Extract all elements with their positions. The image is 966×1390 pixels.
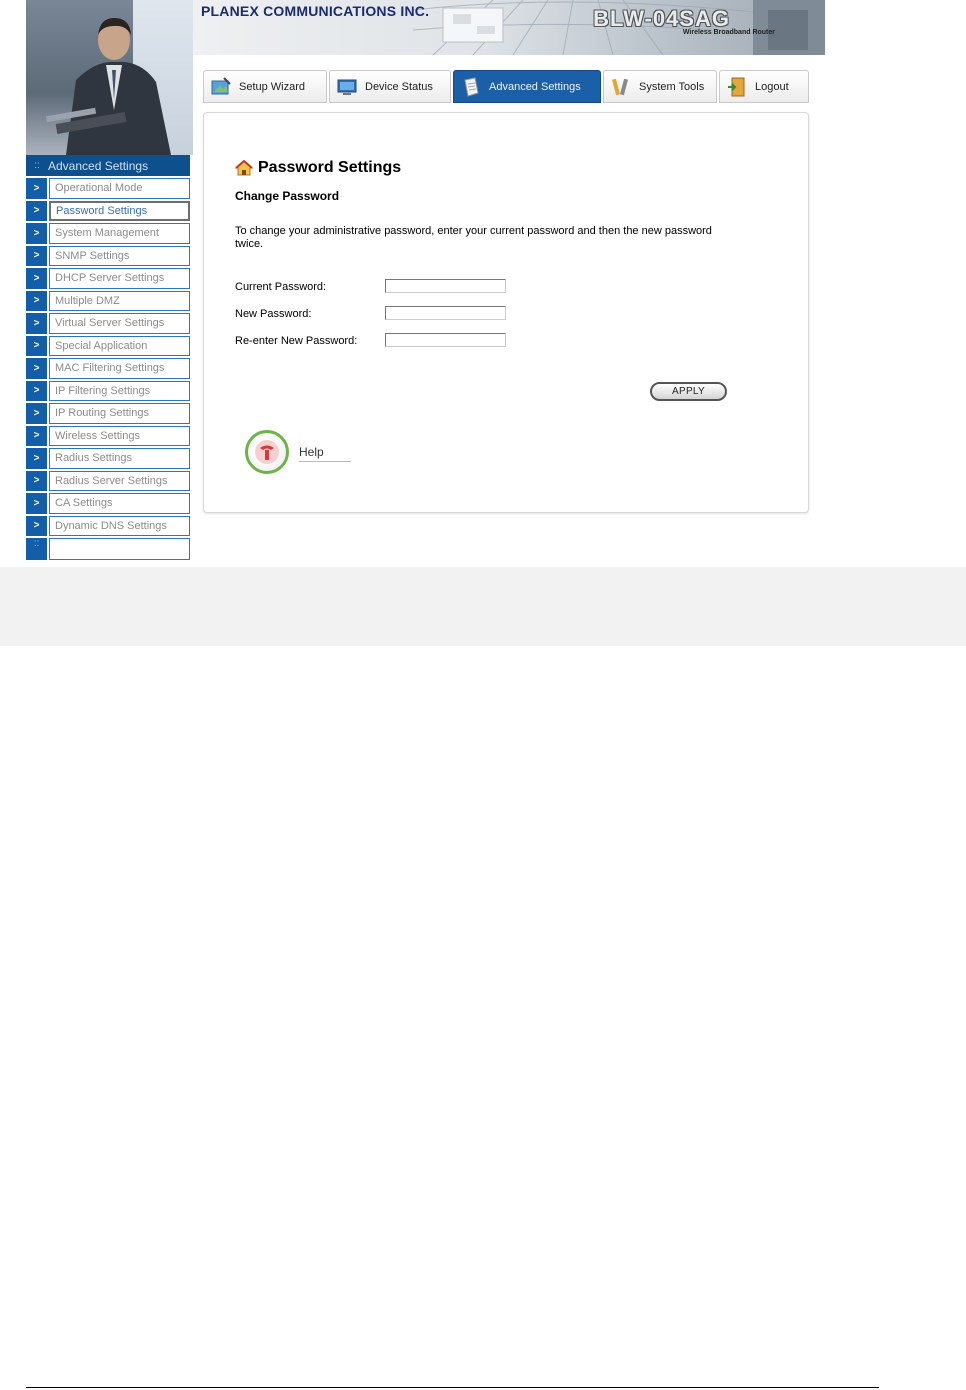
home-icon — [235, 160, 253, 176]
tab-system-tools[interactable] — [603, 70, 717, 103]
chevron-right-icon: > — [26, 471, 47, 492]
chevron-right-icon: > — [26, 403, 47, 424]
chevron-right-icon: > — [26, 516, 47, 537]
sidebar-item-label: IP Routing Settings — [49, 403, 190, 424]
chevron-right-icon: > — [26, 268, 47, 289]
tab-label: Advanced Settings — [489, 80, 581, 93]
sidebar-item-mac-filtering-settings[interactable] — [26, 358, 190, 379]
model-subtitle: Wireless Broadband Router — [682, 29, 775, 36]
sidebar-item-label: Multiple DMZ — [49, 291, 190, 312]
grip-icon: :: — [34, 160, 40, 171]
sidebar-item-system-management[interactable] — [26, 223, 190, 244]
sidebar-item-wireless-settings[interactable] — [26, 426, 190, 447]
chevron-right-icon: > — [26, 291, 47, 312]
door-icon — [726, 76, 748, 98]
chevron-right-icon: > — [26, 381, 47, 402]
tab-logout[interactable] — [719, 70, 809, 103]
sidebar-item-special-application[interactable] — [26, 336, 190, 357]
page-separator-band — [0, 567, 966, 646]
sidebar-item-dhcp-server-settings[interactable] — [26, 268, 190, 289]
sidebar-item-snmp-settings[interactable] — [26, 246, 190, 267]
sidebar-item-radius-settings[interactable] — [26, 448, 190, 469]
header-banner — [193, 0, 825, 55]
sidebar-item-radius-server-settings[interactable] — [26, 471, 190, 492]
sidebar-item-label: Radius Server Settings — [49, 471, 190, 492]
sidebar-item-password-settings[interactable] — [26, 201, 190, 222]
sidebar-item-label: System Management — [49, 223, 190, 244]
chevron-right-icon: > — [26, 336, 47, 357]
page-title-text: Password Settings — [258, 159, 402, 176]
sidebar-item-label: Virtual Server Settings — [49, 313, 190, 334]
chevron-right-icon: > — [26, 493, 47, 514]
footer-rule — [26, 1387, 879, 1388]
chevron-right-icon: > — [26, 448, 47, 469]
sidebar-menu — [26, 155, 190, 560]
sidebar-item-dynamic-dns-settings[interactable] — [26, 516, 190, 537]
sidebar-item-virtual-server-settings[interactable] — [26, 313, 190, 334]
main-nav-tabs — [203, 70, 809, 104]
chevron-right-icon: > — [26, 313, 47, 334]
content-panel — [203, 112, 809, 513]
sidebar-item-multiple-dmz[interactable] — [26, 291, 190, 312]
tab-label: Setup Wizard — [239, 80, 306, 93]
tab-label: System Tools — [639, 80, 705, 93]
tab-label: Logout — [755, 80, 789, 93]
apply-button[interactable]: APPLY — [650, 382, 727, 401]
description-text: To change your administrative password, enter your current password and then the new password twice. — [235, 225, 712, 250]
sidebar-item-label: CA Settings — [49, 493, 190, 514]
chevron-right-icon: > — [26, 201, 47, 222]
sidebar-item-label: Radius Settings — [49, 448, 190, 469]
chevron-right-icon: > — [26, 223, 47, 244]
chevron-right-icon: > — [26, 358, 47, 379]
sidebar-item-ip-routing-settings[interactable] — [26, 403, 190, 424]
sidebar-item-label: Password Settings — [49, 201, 190, 222]
header-photo — [26, 0, 193, 155]
grip-icon: :: — [26, 538, 47, 560]
sidebar-item-operational-mode[interactable] — [26, 178, 190, 199]
sidebar-item-label: Wireless Settings — [49, 426, 190, 447]
new-password-label: New Password: — [235, 308, 312, 320]
new-password-input[interactable] — [385, 306, 506, 320]
sidebar-header — [26, 155, 190, 178]
sidebar-item-ca-settings[interactable] — [26, 493, 190, 514]
reenter-password-label: Re-enter New Password: — [235, 335, 358, 347]
reenter-password-input[interactable] — [385, 333, 506, 347]
chevron-right-icon: > — [26, 426, 47, 447]
help-icon[interactable] — [245, 430, 289, 474]
sidebar-header-label: Advanced Settings — [48, 158, 149, 173]
brand-name: PLANEX COMMUNICATIONS INC. — [201, 3, 430, 19]
sidebar-item-label: DHCP Server Settings — [49, 268, 190, 289]
current-password-label: Current Password: — [235, 281, 327, 293]
sidebar-footer — [26, 538, 190, 560]
tools-icon — [610, 76, 632, 98]
sidebar-item-ip-filtering-settings[interactable] — [26, 381, 190, 402]
sidebar-item-label: Special Application — [49, 336, 190, 357]
current-password-input[interactable] — [385, 279, 506, 293]
sidebar-item-label: Operational Mode — [49, 178, 190, 199]
help-link[interactable]: Help — [299, 445, 324, 459]
model-name: BLW-04SAG — [593, 6, 730, 31]
sidebar-item-label: Dynamic DNS Settings — [49, 516, 190, 537]
monitor-icon — [336, 76, 358, 98]
section-title: Change Password — [235, 189, 340, 203]
businessman-image — [36, 0, 186, 155]
wizard-icon — [210, 76, 232, 98]
sidebar-item-label: IP Filtering Settings — [49, 381, 190, 402]
chevron-right-icon: > — [26, 246, 47, 267]
document-icon — [460, 76, 482, 98]
sidebar-item-label: SNMP Settings — [49, 246, 190, 267]
tab-label: Device Status — [365, 80, 433, 93]
page-title — [235, 159, 401, 177]
chevron-right-icon: > — [26, 178, 47, 199]
tab-advanced-settings[interactable] — [453, 70, 601, 103]
tab-setup-wizard[interactable] — [203, 70, 327, 103]
tab-device-status[interactable] — [329, 70, 451, 103]
sidebar-item-label: MAC Filtering Settings — [49, 358, 190, 379]
